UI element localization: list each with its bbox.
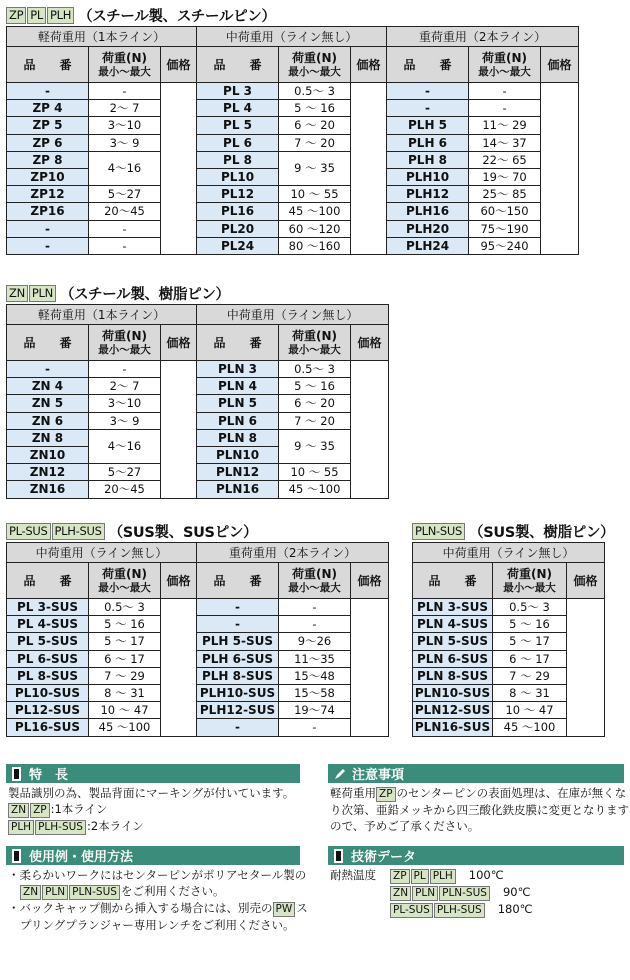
model-cell: - — [387, 83, 469, 100]
table-row — [7, 684, 389, 701]
model-cell: - — [197, 719, 279, 736]
table-row — [7, 378, 389, 395]
group-medium: 中荷重用（ライン無し） — [197, 27, 387, 47]
load-cell: 0.5～ 3 — [493, 599, 567, 616]
load-cell: - — [89, 220, 161, 237]
model-cell: PL 8 — [197, 151, 279, 168]
load-cell: 9～26 — [279, 633, 351, 650]
load-cell: 5 ～ 16 — [279, 378, 351, 395]
load-cell: 3～ 9 — [89, 412, 161, 429]
section-sus-sus — [6, 520, 389, 737]
model-cell: PLH 6-SUS — [197, 650, 279, 667]
model-cell: PL 5 — [197, 117, 279, 134]
model-cell: PLN 6 — [197, 412, 279, 429]
load-cell: 14～ 37 — [469, 134, 541, 151]
col-load: 荷重(N) 最小～最大 — [89, 563, 161, 599]
col-price: 価格 — [351, 563, 389, 599]
col-load: 荷重(N) 最小～最大 — [89, 47, 161, 83]
model-cell: PLN 8 — [197, 429, 279, 446]
load-cell: 5～27 — [89, 186, 161, 203]
group-medium: 中荷重用（ライン無し） — [7, 543, 197, 563]
load-cell: 75～190 — [469, 220, 541, 237]
model-cell: PLN 8-SUS — [413, 667, 493, 684]
col-load: 荷重(N) 最小～最大 — [279, 563, 351, 599]
load-cell: 5 ～ 17 — [493, 633, 567, 650]
section-steel-resin — [6, 282, 389, 499]
model-cell: - — [7, 361, 89, 378]
model-cell: - — [197, 599, 279, 616]
model-cell: PLN 4-SUS — [413, 616, 493, 633]
table-row — [7, 100, 579, 117]
model-cell: ZP 4 — [7, 100, 89, 117]
model-cell: ZN 4 — [7, 378, 89, 395]
load-cell: 0.5～ 3 — [279, 361, 351, 378]
load-cell: 7 ～ 29 — [89, 667, 161, 684]
table-row — [7, 429, 389, 446]
load-cell: 22～ 65 — [469, 151, 541, 168]
features-heading-bar: 特 長 — [6, 764, 300, 783]
model-cell: PLN 3 — [197, 361, 279, 378]
section-title: ZP PL PLH （スチール製、スチールピン） — [6, 4, 579, 26]
model-cell: ZP 5 — [7, 117, 89, 134]
tag-pln-sus: PLN-SUS — [412, 523, 465, 540]
load-cell: 6 ～ 20 — [279, 117, 351, 134]
load-cell: - — [89, 361, 161, 378]
model-cell: PL 6-SUS — [7, 650, 89, 667]
model-cell: PLH10 — [387, 168, 469, 185]
load-cell: 10 ～ 47 — [493, 702, 567, 719]
load-cell: - — [469, 83, 541, 100]
load-cell: 45 ～100 — [89, 719, 161, 736]
col-model: 品 番 — [197, 47, 279, 83]
table-row — [7, 117, 579, 134]
group-heavy: 重荷重用（2本ライン） — [387, 27, 579, 47]
model-cell: - — [7, 83, 89, 100]
usage-text: ・柔らかいワークにはセンターピンがポリアセタール製の ZN PLN PLN-SUS をご利用ください。 ・バックキャップ側から挿入する場合には、別売の PW ス プリングプランジャー専用レンチをご利用ください。 — [8, 868, 308, 932]
col-model: 品 番 — [7, 325, 89, 361]
table-row — [7, 702, 389, 719]
tag-pln: PLN — [29, 285, 56, 302]
col-model: 品 番 — [197, 563, 279, 599]
model-cell: PLN 5-SUS — [413, 633, 493, 650]
model-cell: PL 5-SUS — [7, 633, 89, 650]
model-cell: ZN10 — [7, 446, 89, 463]
col-model: 品 番 — [413, 563, 493, 599]
col-model: 品 番 — [7, 47, 89, 83]
load-cell: - — [279, 599, 351, 616]
table-row — [7, 481, 389, 498]
model-cell: PLH20 — [387, 220, 469, 237]
load-cell: 4～16 — [89, 151, 161, 185]
price-cell — [161, 83, 197, 255]
col-price: 価格 — [567, 563, 605, 599]
model-cell: PLH 5 — [387, 117, 469, 134]
load-cell: 45 ～100 — [493, 719, 567, 736]
load-cell: 7 ～ 29 — [493, 667, 567, 684]
model-cell: ZN 8 — [7, 429, 89, 446]
load-cell: - — [469, 100, 541, 117]
table-row — [7, 633, 389, 650]
model-cell: PL24 — [197, 237, 279, 254]
table-row — [7, 464, 389, 481]
table-row — [7, 599, 389, 616]
tech-heading-bar: 技術データ — [328, 846, 624, 865]
group-heavy: 重荷重用（2本ライン） — [197, 543, 389, 563]
load-cell: 2～ 7 — [89, 100, 161, 117]
model-cell: PL16 — [197, 203, 279, 220]
model-cell: PL 4-SUS — [7, 616, 89, 633]
square-bullet-icon — [12, 849, 21, 863]
model-cell: PLH 8-SUS — [197, 667, 279, 684]
model-cell: PLN12 — [197, 464, 279, 481]
load-cell: 60～150 — [469, 203, 541, 220]
load-cell: 6 ～ 17 — [89, 650, 161, 667]
col-price: 価格 — [351, 325, 389, 361]
load-cell: 7 ～ 20 — [279, 134, 351, 151]
table-row — [413, 599, 605, 616]
model-cell: ZP16 — [7, 203, 89, 220]
load-cell: 8 ～ 31 — [89, 684, 161, 701]
model-cell: PLH16 — [387, 203, 469, 220]
model-cell: ZP10 — [7, 168, 89, 185]
table-row — [7, 134, 579, 151]
spec-table-2 — [6, 304, 389, 499]
tag-pl: PL — [27, 7, 46, 24]
col-price: 価格 — [161, 325, 197, 361]
load-cell: 15～58 — [279, 684, 351, 701]
spec-table-4 — [412, 542, 605, 737]
col-price: 価格 — [161, 563, 197, 599]
table-row — [7, 719, 389, 736]
load-cell: 5 ～ 16 — [279, 100, 351, 117]
load-cell: - — [89, 83, 161, 100]
table-row — [7, 650, 389, 667]
load-cell: 2～ 7 — [89, 378, 161, 395]
model-cell: - — [387, 100, 469, 117]
load-cell: 0.5～ 3 — [89, 599, 161, 616]
group-medium: 中荷重用（ライン無し） — [413, 543, 605, 563]
load-cell: 19～74 — [279, 702, 351, 719]
tag-plh-sus: PLH-SUS — [52, 523, 105, 540]
table-row — [7, 395, 389, 412]
model-cell: PLN 6-SUS — [413, 650, 493, 667]
price-cell — [161, 599, 197, 737]
load-cell: 6 ～ 20 — [279, 395, 351, 412]
col-price: 価格 — [351, 47, 387, 83]
table-row — [7, 616, 389, 633]
spec-table-3 — [6, 542, 389, 737]
load-cell: 9 ～ 35 — [279, 151, 351, 185]
load-cell: 15～48 — [279, 667, 351, 684]
col-load: 荷重(N) 最小～最大 — [469, 47, 541, 83]
model-cell: ZP 6 — [7, 134, 89, 151]
model-cell: PLN 3-SUS — [413, 599, 493, 616]
tech-text: 耐熱温度 ZP PL PLH 100℃ ZN PLN PLN-SUS 90℃ PL-SUS PLH-SUS 180℃ — [330, 868, 533, 916]
section-sus-resin — [412, 520, 614, 737]
load-cell: 0.5～ 3 — [279, 83, 351, 100]
model-cell: PLH12-SUS — [197, 702, 279, 719]
model-cell: PL 3-SUS — [7, 599, 89, 616]
model-cell: PLH24 — [387, 237, 469, 254]
load-cell: 3～10 — [89, 117, 161, 134]
col-price: 価格 — [161, 47, 197, 83]
price-cell — [351, 83, 387, 255]
caution-text: 軽荷重用 ZP のセンターピンの表面処理は、在庫が無くな り次第、亜鉛メッキから四三酸化鉄皮膜に変更となります ので、予めご了承ください。 — [330, 786, 629, 833]
table-row — [7, 186, 579, 203]
load-cell: 95～240 — [469, 237, 541, 254]
model-cell: PLN12-SUS — [413, 702, 493, 719]
table-row — [7, 237, 579, 254]
caution-heading-bar: 注意事項 — [328, 764, 624, 783]
load-cell: 45 ～100 — [279, 203, 351, 220]
section-title: PLN-SUS （SUS製、樹脂ピン） — [412, 520, 614, 542]
tag-pl-sus: PL-SUS — [6, 523, 51, 540]
load-cell: 11～ 29 — [469, 117, 541, 134]
model-cell: PLN10-SUS — [413, 684, 493, 701]
tag-plh: PLH — [47, 7, 74, 24]
col-model: 品 番 — [7, 563, 89, 599]
model-cell: ZN16 — [7, 481, 89, 498]
load-cell: 5 ～ 16 — [493, 616, 567, 633]
model-cell: PLN 5 — [197, 395, 279, 412]
table-row — [7, 220, 579, 237]
table-row — [7, 151, 579, 168]
load-cell: 9 ～ 35 — [279, 429, 351, 463]
model-cell: PLH 6 — [387, 134, 469, 151]
model-cell: - — [7, 220, 89, 237]
load-cell: 11～35 — [279, 650, 351, 667]
load-cell: 10 ～ 55 — [279, 464, 351, 481]
col-load: 荷重(N) 最小～最大 — [279, 47, 351, 83]
spec-table-1 — [6, 26, 579, 255]
load-cell: 10 ～ 55 — [279, 186, 351, 203]
model-cell: PL 3 — [197, 83, 279, 100]
table-row — [7, 667, 389, 684]
load-cell: 20～45 — [89, 481, 161, 498]
col-model: 品 番 — [387, 47, 469, 83]
load-cell: 3～ 9 — [89, 134, 161, 151]
model-cell: ZP12 — [7, 186, 89, 203]
tag-zn: ZN — [6, 285, 28, 302]
price-cell — [567, 599, 605, 737]
model-cell: PL16-SUS — [7, 719, 89, 736]
load-cell: - — [279, 719, 351, 736]
price-cell — [161, 361, 197, 499]
price-cell — [351, 361, 389, 499]
col-price: 価格 — [541, 47, 579, 83]
load-cell: 60 ～120 — [279, 220, 351, 237]
model-cell: PLH 5-SUS — [197, 633, 279, 650]
model-cell: - — [197, 616, 279, 633]
load-cell: 25～ 85 — [469, 186, 541, 203]
model-cell: PL10 — [197, 168, 279, 185]
load-cell: 4～16 — [89, 429, 161, 463]
model-cell: PLH12 — [387, 186, 469, 203]
load-cell: 8 ～ 31 — [493, 684, 567, 701]
load-cell: 19～ 70 — [469, 168, 541, 185]
square-bullet-icon — [334, 849, 343, 863]
model-cell: - — [7, 237, 89, 254]
model-cell: PLH10-SUS — [197, 684, 279, 701]
model-cell: ZN 6 — [7, 412, 89, 429]
model-cell: PL20 — [197, 220, 279, 237]
model-cell: PL12 — [197, 186, 279, 203]
model-cell: PL 6 — [197, 134, 279, 151]
model-cell: PLN 4 — [197, 378, 279, 395]
model-cell: ZP 8 — [7, 151, 89, 168]
load-cell: 10 ～ 47 — [89, 702, 161, 719]
tag-zp: ZP — [6, 7, 26, 24]
load-cell: - — [89, 237, 161, 254]
table-row — [7, 361, 389, 378]
usage-heading-bar: 使用例・使用方法 — [6, 846, 300, 865]
model-cell: PL 4 — [197, 100, 279, 117]
col-model: 品 番 — [197, 325, 279, 361]
table-row — [7, 203, 579, 220]
model-cell: ZN 5 — [7, 395, 89, 412]
model-cell: ZN12 — [7, 464, 89, 481]
model-cell: PLH 8 — [387, 151, 469, 168]
section-title: ZN PLN （スチール製、樹脂ピン） — [6, 282, 389, 304]
pencil-icon — [334, 768, 346, 780]
load-cell: 80 ～160 — [279, 237, 351, 254]
table-row — [7, 412, 389, 429]
load-cell: 5 ～ 17 — [89, 633, 161, 650]
model-cell: PL 8-SUS — [7, 667, 89, 684]
col-load: 荷重(N) 最小～最大 — [493, 563, 567, 599]
group-light: 軽荷重用（1本ライン） — [7, 305, 197, 325]
features-text: 製品識別の為、製品背面にマーキングが付いています。 ZN ZP :1本ライン PLH PLH-SUS :2本ライン — [8, 786, 295, 833]
model-cell: PLN10 — [197, 446, 279, 463]
load-cell: 7 ～ 20 — [279, 412, 351, 429]
model-cell: PL10-SUS — [7, 684, 89, 701]
load-cell: 5 ～ 16 — [89, 616, 161, 633]
model-cell: PL12-SUS — [7, 702, 89, 719]
col-load: 荷重(N) 最小～最大 — [279, 325, 351, 361]
group-light: 軽荷重用（1本ライン） — [7, 27, 197, 47]
section-steel-steel — [6, 4, 579, 255]
load-cell: - — [279, 616, 351, 633]
load-cell: 6 ～ 17 — [493, 650, 567, 667]
load-cell: 5～27 — [89, 464, 161, 481]
load-cell: 45 ～100 — [279, 481, 351, 498]
model-cell: PLN16 — [197, 481, 279, 498]
load-cell: 3～10 — [89, 395, 161, 412]
section-title: PL-SUS PLH-SUS （SUS製、SUSピン） — [6, 520, 389, 542]
price-cell — [541, 83, 579, 255]
load-cell: 20～45 — [89, 203, 161, 220]
table-row — [7, 83, 579, 100]
group-medium: 中荷重用（ライン無し） — [197, 305, 389, 325]
model-cell: PLN16-SUS — [413, 719, 493, 736]
price-cell — [351, 599, 389, 737]
square-bullet-icon — [12, 767, 21, 781]
col-load: 荷重(N) 最小～最大 — [89, 325, 161, 361]
